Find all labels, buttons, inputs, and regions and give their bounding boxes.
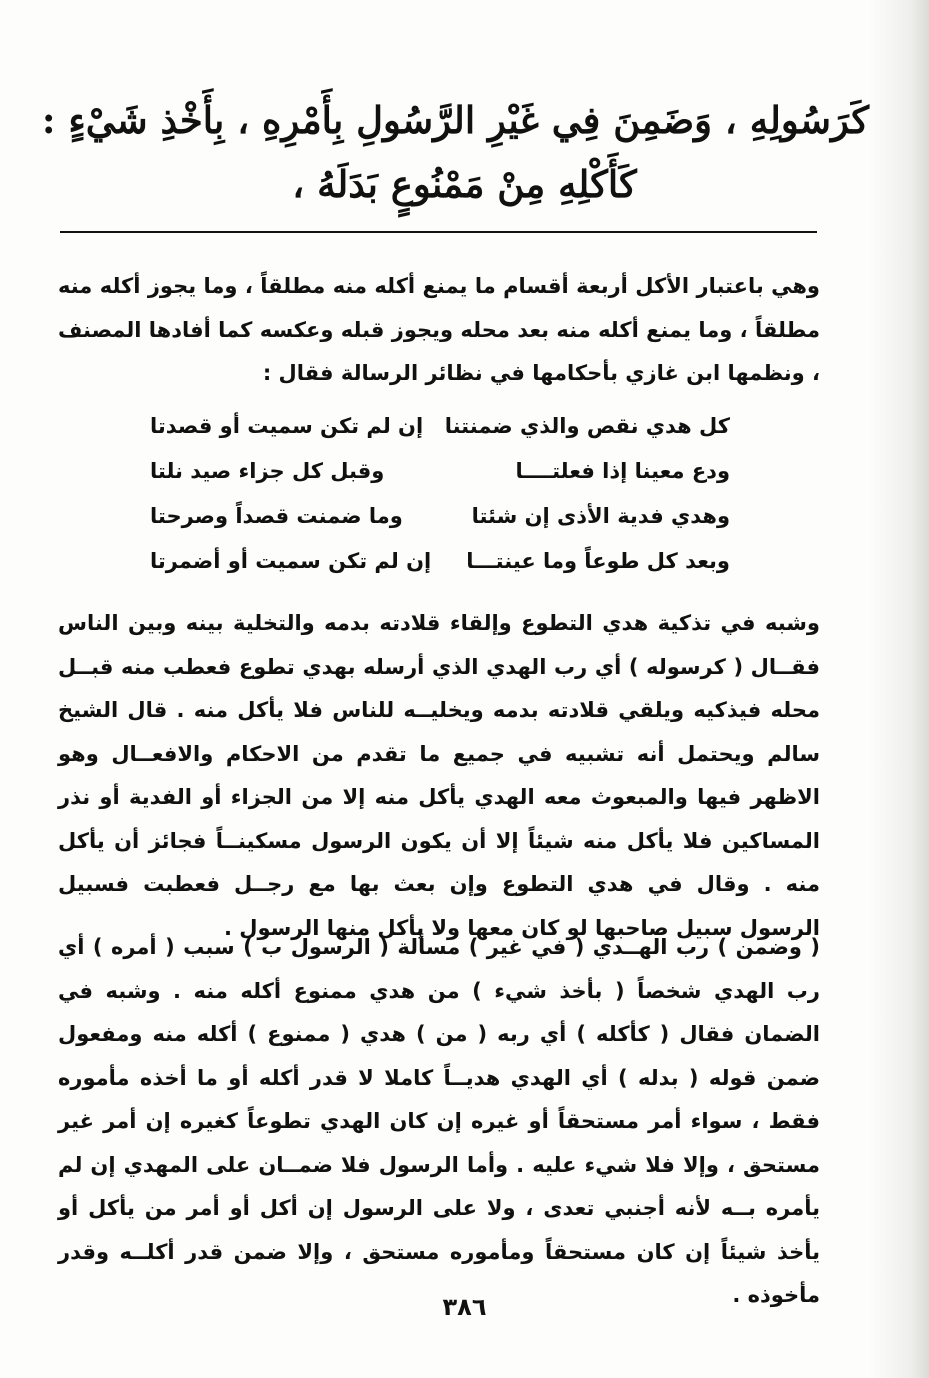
poem-first-hemistich: وهدي فدية الأذى إن شئتا (471, 504, 730, 528)
poem-first-hemistich: ودع معينا إذا فعلتــــا (515, 459, 730, 483)
poem-line (130, 494, 750, 539)
poem-second-hemistich: وقبل كل جزاء صيد نلتا (150, 459, 385, 483)
poem-first-hemistich: وبعد كل طوعاً وما عينتـــا (466, 549, 730, 573)
verse-title-line-1: كَرَسُولِهِ ، وَضَمِنَ فِي غَيْرِ الرَّسُولِ بِأَمْرِهِ ، بِأَخْذِ شَيْءٍ : (41, 98, 869, 142)
poem-line (130, 449, 750, 494)
commentary-paragraph-2: وشبه في تذكية هدي التطوع وإلقاء قلادته بدمه والتخلية بينه وبين الناس فقــال ( كرسوله ) أي رب الهدي الذي أرسله بهدي تطوع فعطب منه قبــل محله فيذكيه ويلقي قلادته بدمه ويخليــه للناس فلا يأكل منه . قال الشيخ سالم ويحتمل أنه تشبيه في جميع ما تقدم من الاحكام والافعــال وهو الاظهر فيها والمبعوث معه الهدي يأكل منه إلا من الجزاء أو الفدية أو نذر المساكين فلا يأكل منه شيئاً إلا أن يكون الرسول مسكينــاً فجائز أن يأكل منه . وقال في هدي التطوع وإن بعث بها مع رجــل فعطبت فسبيل الرسول سبيل صاحبها لو كان معها ولا يأكل منها الرسول . (58, 611, 820, 940)
poem-first-hemistich: كل هدي نقص والذي ضمنتنا (444, 414, 730, 438)
poem-line (130, 539, 750, 584)
verse-title-line-2: كَأَكْلِهِ مِنْ مَمْنُوعٍ بَدَلَهُ ، (292, 162, 637, 206)
page-number: ٣٨٦ (442, 1293, 487, 1321)
section-divider (60, 231, 817, 233)
poem-block (130, 404, 750, 584)
commentary-paragraph-3: ( وضمن ) رب الهــدي ( في غير ) مسألة ( الرسول ب ) سبب ( أمره ) أي رب الهدي شخصاً ( بأخذ شيء ) من هدي ممنوع أكله منه . وشبه في الضمان فقال ( كأكله ) أي ربه ( من ) هدي ( ممنوع ) أكله منه ومفعول ضمن قوله ( بدله ) أي الهدي هديــاً كاملا لا قدر أكله أو ما أخذه مأموره فقط ، سواء أمر مستحقاً أو غيره إن كان الهدي تطوعاً كغيره إن أمر غير مستحق ، وإلا فلا شيء عليه . وأما الرسول فلا ضمــان على المهدي إن لم يأمره بــه لأنه أجنبي تعدى ، ولا على الرسول إن أكل أو أمر من يأكل أو يأخذ شيئاً إن كان مستحقاً ومأموره مستحق ، وإلا ضمن قدر أكلــه وقدر مأخوذه . (58, 935, 820, 1307)
poem-second-hemistich: إن لم تكن سميت أو أضمرتا (150, 549, 432, 573)
poem-second-hemistich: وما ضمنت قصداً وصرحتا (150, 504, 403, 528)
commentary-paragraph-1: وهي باعتبار الأكل أربعة أقسام ما يمنع أكله منه مطلقاً ، وما يجوز أكله منه مطلقاً ، وما يمنع أكله منه بعد محله ويجوز قبله وعكسه كما أفادها المصنف ، ونظمها ابن غازي بأحكامها في نظائر الرسالة فقال : (58, 274, 820, 385)
poem-second-hemistich: إن لم تكن سميت أو قصدتا (150, 414, 424, 438)
page-edge-shadow (869, 0, 929, 1378)
poem-line (130, 404, 750, 449)
